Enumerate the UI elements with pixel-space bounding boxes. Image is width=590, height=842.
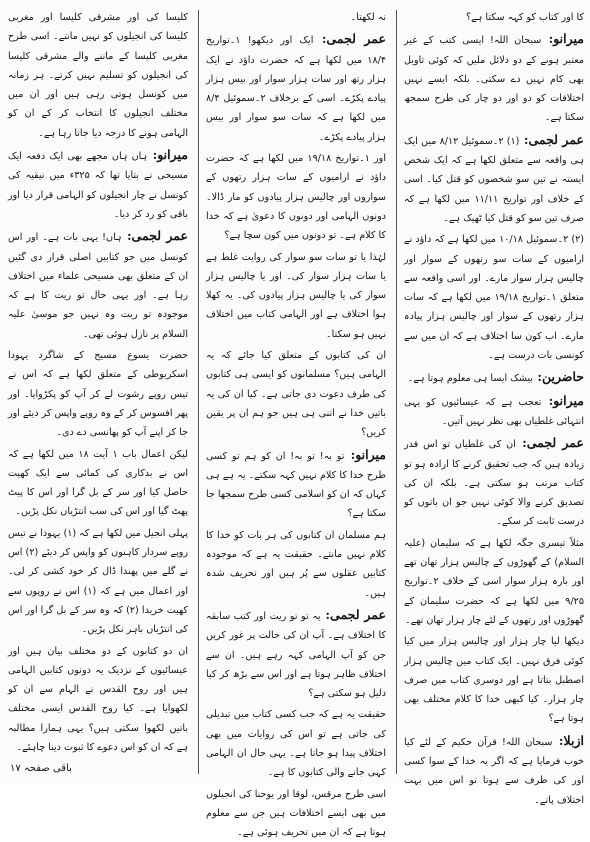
paragraph: [206, 346, 386, 442]
speaker-name: میرانو:: [541, 392, 584, 408]
paragraph-text: سبحان اللہ! قرآن حکیم کے لئے کیا خوب فرمایا ہے کہ اگر یہ خدا کے سوا کسی اور کی طرف سے ہوتا تو اس میں بہت اختلاف پاتے۔: [404, 736, 584, 806]
paragraph: [404, 632, 584, 728]
paragraph-text: تو بہ! تو بہ! ان کو ہم تو کسی طرح خدا کا کلام نہیں کہہ سکتے۔ یہ ہے ہی کہاں کہ ان کو اسلامی کسی طرح سمجھا جا سکتا ہے؟: [206, 450, 386, 520]
speaker-name: عمر لجمی:: [121, 228, 188, 244]
paragraph-text: حقیقت یہ ہے کہ جب کسی کتاب میں تبدیلی کی جاتی ہے تو اس کی روایات میں بھی اختلاف پیدا ہو جاتا ہے۔ یہی حال ان الہامی کہی جانے والی کتابوں کا ہے۔: [206, 709, 386, 779]
paragraph-text: حضرت یسوع مسیح کے شاگرد یہودا اسکریوطی کے متعلق لکھا ہے کہ اس نے تیس روپے رشوت لے کر آپ کو پکڑوایا۔ اور پھر افسوس کر کے وہ روپے واپس کر دیئے اور جا کر اپنے آپ کو پھانسی دے دی۔: [8, 350, 188, 439]
paragraph: [8, 445, 188, 522]
paragraph: [404, 8, 584, 27]
speaker-name: عمر لجمی:: [515, 435, 584, 451]
paragraph-text: (۱) ۲۔سموئیل ۸/۱۲ میں ایک ہی واقعہ سے متعلق لکھا ہے کہ ایک شخص ایستہ نے تین سو شخصوں کو قتل کیا۔ اسی کے خلاف اور تواریخ ۱۱/۱۱ میں لکھا ہے کہ صرف تین سو کو قتل کیا ٹھیک ہے۔: [404, 135, 584, 224]
speaker-name: عمر لجمی:: [519, 131, 585, 147]
speaker-name: ازبلا:: [552, 732, 584, 748]
paragraph-text: دیکھا لیا چار ہزار اور چالیس ہزار میں کیا کوئی فرق نہیں۔ ایک کتاب میں چالیس ہزار اصطبل بتاتا ہے اور دوسری کتاب میں صرف چار ہزار۔ کیا کبھی خدا کا کلام مختلف بھی ہوتا ہے؟: [404, 636, 584, 725]
paragraph: [404, 391, 584, 432]
column-right: [404, 8, 585, 806]
paragraph-text: بیشک ایسا ہی معلوم ہوتا ہے۔: [407, 373, 533, 385]
paragraph: [8, 226, 188, 344]
speaker-name: میرانو:: [344, 446, 386, 462]
paragraph: [404, 433, 584, 531]
paragraph-text: ان کی کتابوں کے متعلق کیا جائے کہ یہ الہامی ہیں؟ مسلمانوں کو ایسی ہی کتابوں کی طرف دعوت دی جاتی ہے۔ کیا ان کی یہ باتیں خدا نے اتنی ہی ہیں جو ہم ان پر یقین کریں؟: [206, 350, 386, 439]
paragraph: [8, 346, 188, 442]
paragraph-text: کا اور کتاب کو کہہ سکتا ہے؟: [466, 12, 584, 23]
column-left: [8, 8, 188, 778]
paragraph: [206, 149, 386, 245]
speaker-name: عمر لجمی:: [313, 31, 386, 47]
paragraph: [8, 524, 188, 640]
paragraph: [404, 367, 584, 388]
paragraph-text: لہٰذا یا تو سات سو سوار کی روایت غلط ہے یا سات ہزار سوار کی۔ اور یا چالیس ہزار سوار کی یا چالیس ہزار پیادوں کی۔ یہ کھلا ہوا اختلاف ہے اور الہامی کتاب میں اختلاف نہیں ہو سکتا۔: [206, 251, 386, 340]
paragraph-text: ہاں! یہی بات ہے۔ اور اس کونسل میں جو کتابیں اصلی قرار دی گئیں ان کے متعلق بھی مسیحی علماء میں اختلاف رہا ہے۔ اور یہی حال تو ریت کا ہے کہ موجودہ تو ریت وہ نہیں جو موسیٰ علیہ السلام پر نازل ہوئی تھی۔: [8, 232, 188, 340]
speaker-name: عمر لجمی:: [320, 606, 386, 622]
paragraph: [404, 230, 584, 365]
paragraph: [206, 605, 386, 703]
paragraph: [404, 29, 584, 127]
paragraph: [404, 534, 584, 630]
paragraph: [8, 642, 188, 758]
paragraph-text: نہ لکھتا۔: [350, 12, 386, 23]
paragraph-text: ان کی غلطیاں تو اس قدر زیادہ ہیں کہ جب تحقیق کرنے کا ارادہ ہو تو کتاب مرتب ہو سکتی ہے۔ بلکہ ان کی تصدیق کرنے والا کوئی نہیں جو ان باتوں کو درست ثابت کر سکے۔: [404, 439, 584, 528]
paragraph-text: یہ تو تو ریت اور کتب سابقہ کا اختلاف ہے۔ آپ ان کی حالت پر غور کریں جن کو آپ الہامی کہہ رہے ہیں۔ ان سے اختلاف ظاہر ہوتا ہے اور اس سے بڑھ کر کیا دلیل ہو سکتی ہے؟: [206, 610, 386, 700]
paragraph: [206, 705, 386, 782]
continued-note: باقی صفحہ ۱۷: [10, 763, 72, 774]
paragraph: [404, 130, 584, 228]
paragraph: [8, 145, 188, 224]
paragraph: [206, 445, 386, 524]
paragraph: [206, 8, 386, 27]
paragraph-text: اسی طرح مرقس، لوقا اور یوحنا کی انجیلوں میں بھی ایسے اختلافات ہیں جن سے معلوم ہوتا ہے کہ ان میں تحریف ہوئی ہے۔: [206, 788, 386, 839]
paragraph-text: اور ۱۔تواریخ ۱۹/۱۸ میں لکھا ہے کہ حضرت داؤد نے ارامیوں کے سات ہزار رتھوں کے سواروں اور چالیس ہزار پیادوں کو مار ڈالا۔ دونوں الہامی اور دونوں کا دعویٰ ہے کہ خدا کا کلام ہے۔ تو دونوں میں کون سچا ہے؟: [206, 153, 386, 242]
paragraph-text: (۲) ۲۔سموئیل ۱۰/۱۸ میں لکھا ہے کہ داؤد نے ارامیوں کے سات سو رتھوں کے سوار اور چالیس ہزار سوار مارے۔ اور اسی واقعہ سے متعلق ۱۔تواریخ ۱۹/۱۸ میں لکھا ہے کہ سات ہزار رتھوں کے سوار اور چالیس ہزار پیادہ مارے۔ اب کون سا اختلاف ہے کہ ان میں سے کونسی بات درست ہے۔: [404, 234, 584, 362]
paragraph: [404, 731, 584, 810]
paragraph: [206, 526, 386, 603]
paragraph-text: ان دو کتابوں کے دو مختلف بیان ہیں اور عیسائیوں کے نزدیک یہ دونوں کتابیں الہامی ہیں اور روح القدس نے الہام سے ان کو لکھوایا ہے۔ کیا روح القدس ایسی مختلف باتیں لکھوا سکتی ہیں؟ یہی ہمارا مطالبہ ہے کہ ان کو اس دعوے کا ثبوت دینا چاہئے۔: [8, 645, 188, 753]
paragraph: [206, 785, 386, 842]
column-divider: [198, 10, 199, 774]
speaker-name: میرانو:: [541, 31, 584, 47]
speaker-name: حاضرین:: [532, 369, 584, 385]
paragraph-text: کلیسا کی اور مشرقی کلیسا اور مغربی کلیسا کی انجیلوں کو نہیں مانتے۔ اسی طرح مغربی کلیسا کے ماننے والے مشرقی کلیسا کی انجیلوں کو تسلیم نہیں کرتے۔ ہر زمانہ میں کونسل ہوتی رہی ہیں اور ان میں مختلف انجیلوں کا انتخاب کر کے ان کو الہامی ہونے کا درجہ دیا جاتا رہا ہے۔: [8, 12, 188, 139]
paragraph: [206, 29, 386, 147]
paragraph-text: ایک اور دیکھو! ۱۔تواریخ ۱۸/۴ میں لکھا ہے کہ حضرت داؤد نے ایک ہزار رتھ اور سات ہزار سوار اور بیس ہزار پیادے پکڑے۔ اسی کے برخلاف ۲۔سموئیل ۸/۴ میں لکھا ہے کہ سات سو سوار اور بیس ہزار پیادے پکڑے۔: [206, 35, 386, 143]
paragraph-text: پہلی انجیل میں لکھا ہے کہ (۱) یہودا نے تیس روپے سردار کاہنوں کو واپس کر دیئے (۲) اس نے گلے میں پھندا ڈال کر خود کشی کر لی۔ اور اعمال میں ہے کہ (۱) اس نے روپوں سے کھیت خریدا (۲) کہ وہ سر کے بل گرا اور اس کی انتڑیاں باہر نکل پڑیں۔: [8, 527, 189, 636]
paragraph: [8, 8, 188, 143]
paragraph-text: لیکن اعمال باب ۱ آیت ۱۸ میں لکھا ہے کہ اس نے بدکاری کی کمائی سے ایک کھیت حاصل کیا اور سر کے بل گرا اور اس کا پیٹ پھٹ گیا اور اس کی سب انتڑیاں نکل پڑیں۔: [8, 448, 188, 518]
paragraph-text: ہم مسلمان ان کتابوں کی ہر بات کو خدا کا کلام نہیں مانتے۔ حقیقت یہ ہے کہ موجودہ کتابیں عقلوں سے پُر ہیں اور تحریف شدہ ہیں۔: [206, 529, 386, 599]
column-middle: [206, 8, 386, 839]
paragraph: [206, 248, 386, 344]
paragraph-text: مثلاً تیسری جگہ لکھا ہے کہ سلیمان (علیہ السلام) کے گھوڑوں کے چالیس ہزار تھان تھے اور بارہ ہزار سوار اسی کے خلاف ۲۔تواریخ ۹/۲۵ میں لکھا ہے کہ حضرت سلیمان کے گھوڑوں اور رتھوں کے لئے چار ہزار تھان تھے۔: [404, 537, 584, 626]
speaker-name: میرانو:: [147, 147, 188, 163]
column-divider: [396, 10, 397, 774]
paragraph-text: تعجب ہے کہ عیسائیوں کو یہی انتہائی غلطیاں بھی نظر نہیں آتیں۔: [404, 396, 584, 427]
paragraph-text: ہاں ہاں مجھے بھی ایک دفعہ ایک مسیحی نے بتایا تھا کہ ۳۲۵ء میں نیقیہ کی کونسل نے چار انجیلوں کو الہامی قرار دیا اور باقی کو رد کر دیا۔: [8, 151, 188, 220]
paragraph-text: سبحان اللہ! ایسی کتب کے غیر معتبر ہونے کے دو دلائل ملیں کہ کوئی تاویل بھی کام نہیں دے سکتی۔ بلکہ ایسے نہیں اختلافات کو دو اور دو چار کی طرح سمجھ سکتا ہے۔: [404, 35, 584, 124]
